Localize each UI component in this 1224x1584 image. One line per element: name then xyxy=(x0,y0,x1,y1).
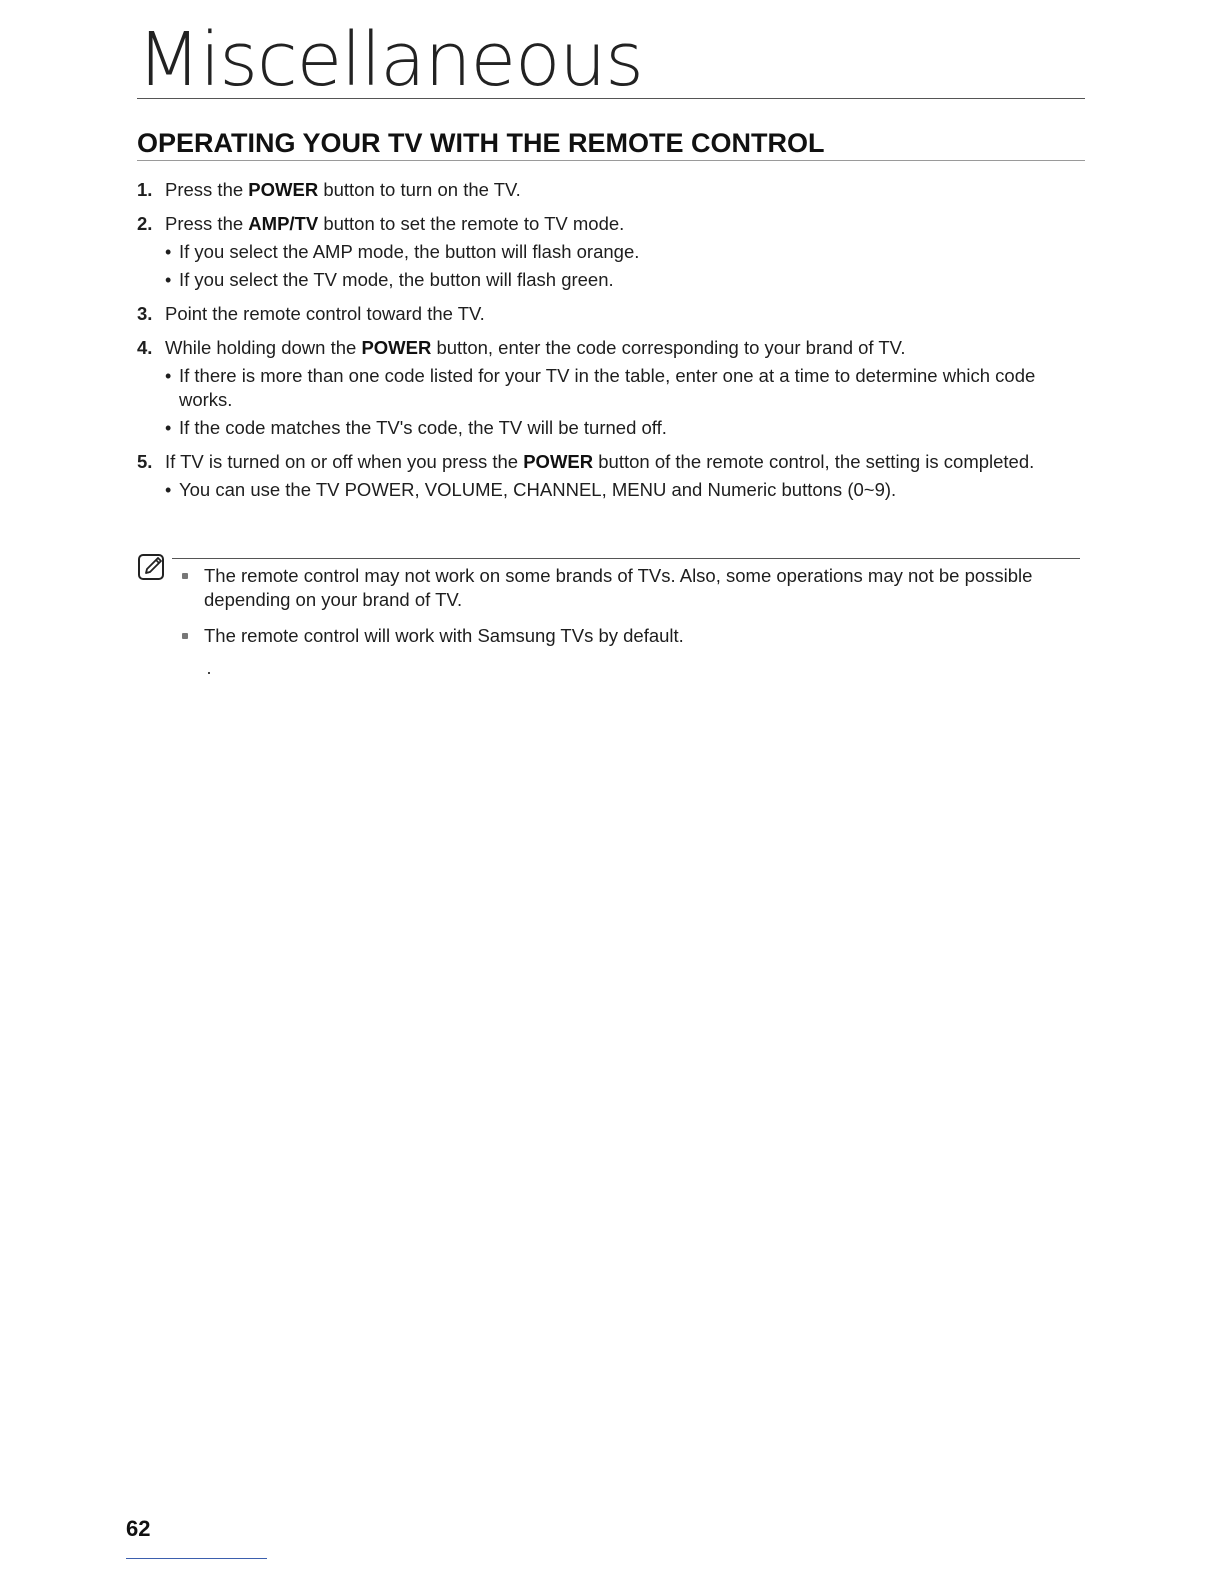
chapter-title: Miscellaneous xyxy=(137,17,643,103)
step-item xyxy=(137,302,1057,326)
section-divider xyxy=(137,160,1085,161)
step-item xyxy=(137,178,1057,202)
step-number: 3. xyxy=(137,303,153,324)
step-number: 1. xyxy=(137,179,153,200)
chapter-divider xyxy=(137,98,1085,99)
steps-list xyxy=(137,178,1057,512)
step-number: 5. xyxy=(137,451,153,472)
note-item: The remote control may not work on some brands of TVs. Also, some operations may not be possible depending on your brand of TV. xyxy=(182,564,1052,612)
notes-list xyxy=(182,564,1052,660)
step-number: 2. xyxy=(137,213,153,234)
note-divider xyxy=(172,558,1080,559)
step-number: 4. xyxy=(137,337,153,358)
bullet-item: • If you select the AMP mode, the button will flash orange. xyxy=(165,240,1057,264)
step-item xyxy=(137,336,1057,440)
step-item xyxy=(137,212,1057,292)
bullet-item: • If the code matches the TV's code, the TV will be turned off. xyxy=(165,416,1057,440)
step-text: Press the POWER button to turn on the TV. xyxy=(165,179,521,200)
note-pencil-icon xyxy=(137,552,167,582)
step-text: Press the AMP/TV button to set the remote to TV mode. xyxy=(165,213,625,234)
note-item: The remote control will work with Samsung TVs by default. xyxy=(182,624,1052,648)
step-bullets xyxy=(165,478,1057,502)
step-text: Point the remote control toward the TV. xyxy=(165,303,485,324)
bullet-item: • If there is more than one code listed for your TV in the table, enter one at a time to determine which code works. xyxy=(165,364,1057,412)
bullet-item: • You can use the TV POWER, VOLUME, CHANNEL, MENU and Numeric buttons (0~9). xyxy=(165,478,1057,502)
bullet-item: • If you select the TV mode, the button will flash green. xyxy=(165,268,1057,292)
step-item xyxy=(137,450,1057,502)
section-title: OPERATING YOUR TV WITH THE REMOTE CONTROL xyxy=(137,128,825,158)
step-bullets xyxy=(165,364,1057,440)
page-number: 62 xyxy=(126,1516,151,1541)
step-text: If TV is turned on or off when you press the POWER button of the remote control, the setting is completed. xyxy=(165,451,1035,472)
step-bullets xyxy=(165,240,1057,292)
page-number-underline xyxy=(126,1558,267,1559)
step-text: While holding down the POWER button, enter the code corresponding to your brand of TV. xyxy=(165,337,906,358)
stray-dot xyxy=(208,672,210,674)
